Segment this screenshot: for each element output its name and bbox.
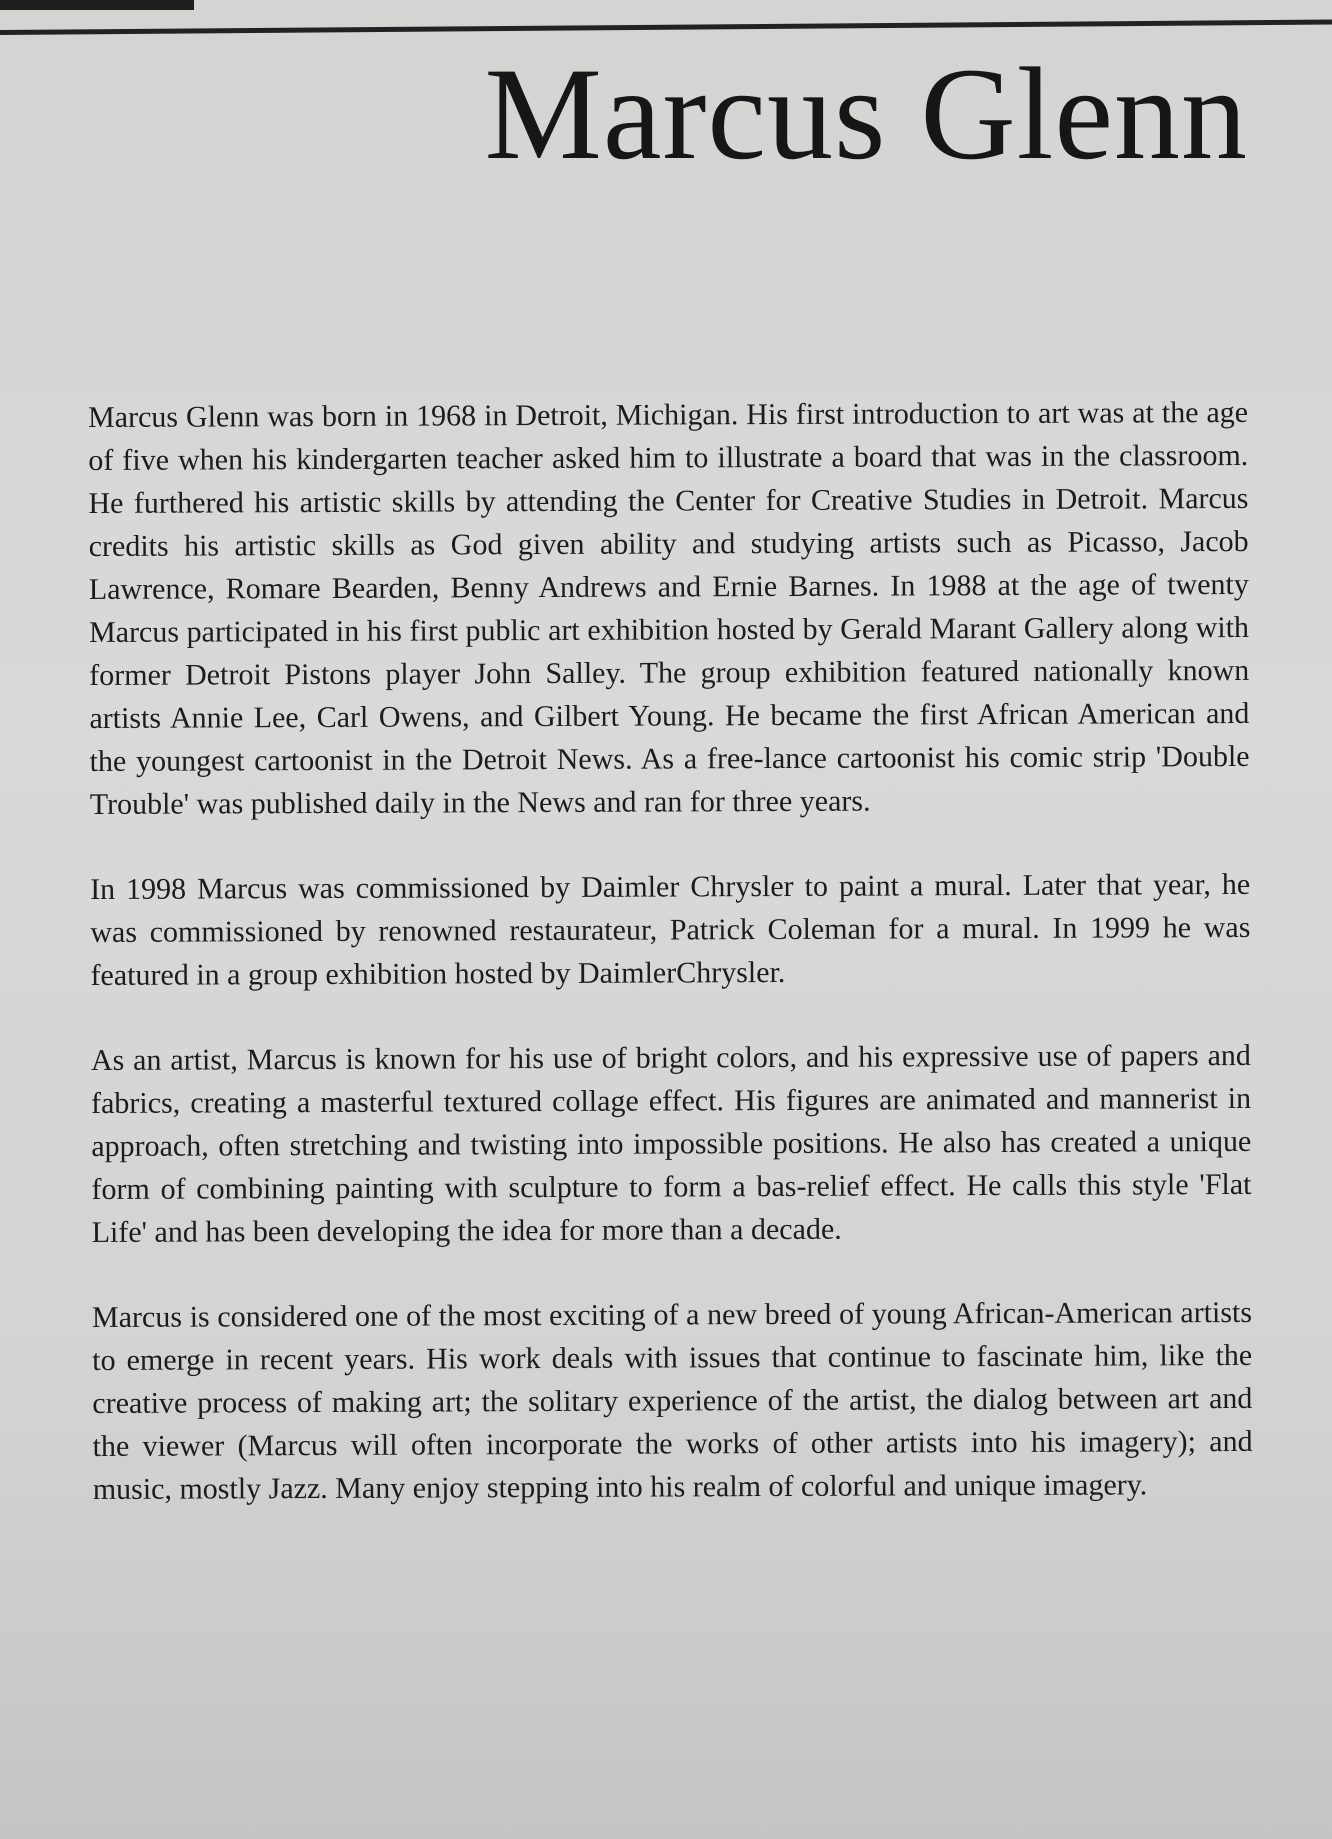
top-tab-bar xyxy=(0,0,194,10)
page-title: Marcus Glenn xyxy=(484,40,1248,187)
top-rule-line xyxy=(0,20,1332,35)
paragraph-style: As an artist, Marcus is known for his use of bright colors, and his expressive use of papers and fabrics, creating a masterful textured collage effect. His figures are animated and mannerist in approach, often stretching and twisting into impossible positions. He also has created a unique form of combining painting with sculpture to form a bas-relief effect. He calls this style 'Flat Life' and has been developing the idea for more than a decade. xyxy=(90,1038,1252,1249)
paragraph-reputation: Marcus is considered one of the most exciting of a new breed of young African-American artists to emerge in recent years. His work deals with issues that continue to fascinate him, like the creative process of making art; the solitary experience of the artist, the dialog between art and the viewer (Marcus will often incorporate the works of other artists into his imagery); and music, mostly Jazz. Many enjoy stepping into his realm of colorful and unique imagery. xyxy=(91,1295,1253,1506)
biography-body xyxy=(88,391,1253,1553)
paragraph-commissions: In 1998 Marcus was commissioned by Daimler Chrysler to paint a mural. Later that year, he was commissioned by renowned restaurateur, Patrick Coleman for a mural. In 1999 he was featured in a group exhibition hosted by DaimlerChrysler. xyxy=(90,867,1251,992)
paragraph-early-life: Marcus Glenn was born in 1968 in Detroit, Michigan. His first introduction to art was at the age of five when his kindergarten teacher asked him to illustrate a board that was in the classroom. He furthered his artistic skills by attending the Center for Creative Studies in Detroit. Marcus credits his artistic skills as God given ability and studying artists such as Picasso, Jacob Lawrence, Romare Bearden, Benny Andrews and Ernie Barnes. In 1988 at the age of twenty Marcus participated in his first public art exhibition hosted by Gerald Marant Gallery along with former Detroit Pistons player John Salley. The group exhibition featured nationally known artists Annie Lee, Carl Owens, and Gilbert Young. He became the first African American and the youngest cartoonist in the Detroit News. As a free-lance cartoonist his comic strip 'Double Trouble' was published daily in the News and ran for three years. xyxy=(88,395,1250,821)
